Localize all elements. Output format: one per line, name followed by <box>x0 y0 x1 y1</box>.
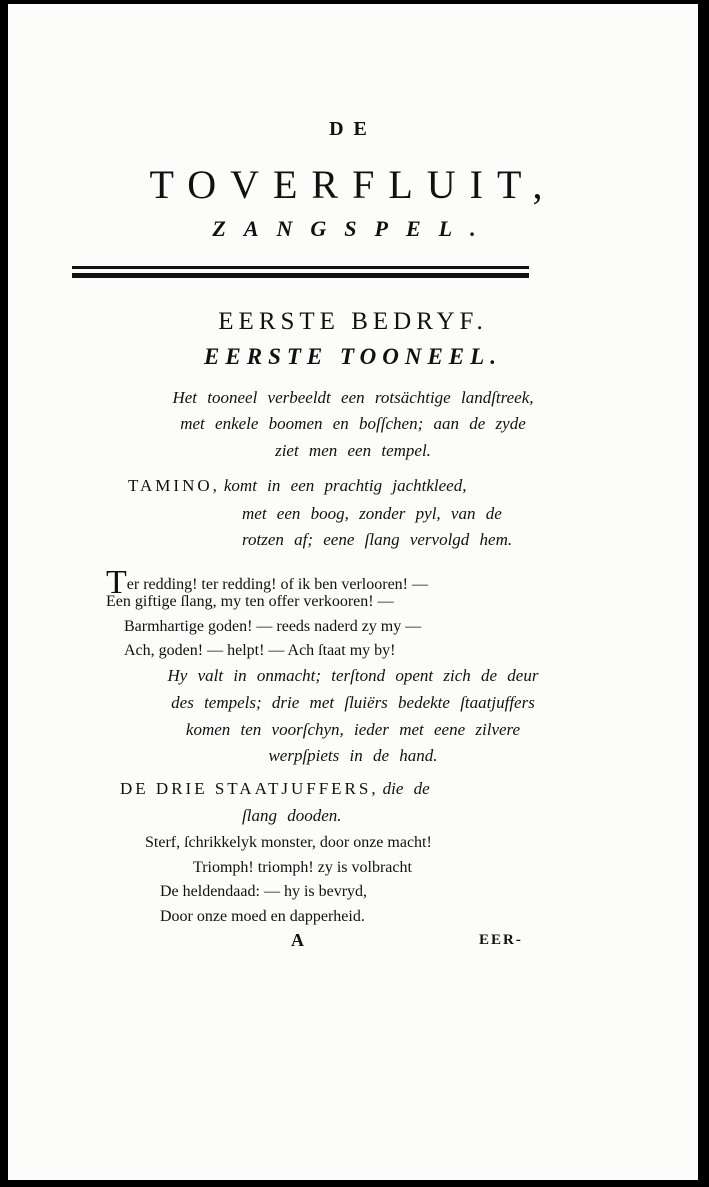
verse-line: Door onze moed en dapperheid. <box>160 908 365 925</box>
stage-direction-line: met een boog, zonder pyl, van de <box>242 504 502 523</box>
verse-line: Triomph! triomph! zy is volbracht <box>193 859 412 876</box>
character-name-tamino: TAMINO, <box>128 476 220 495</box>
title-article: DE <box>329 118 377 140</box>
book-page <box>8 4 698 1180</box>
stage-direction-line: ziet men een tempel. <box>275 441 431 460</box>
drop-cap: T <box>106 564 127 601</box>
scene-heading: EERSTE TOONEEL. <box>204 344 502 369</box>
page-title: TOVERFLUIT, <box>149 162 557 207</box>
verse-line: De heldendaad: — hy is bevryd, <box>160 883 368 900</box>
stage-direction-line: die de <box>382 779 430 798</box>
act-heading: EERSTE BEDRYF. <box>218 308 488 335</box>
signature-mark: A <box>291 930 304 950</box>
character-name-ladies: DE DRIE STAATJUFFERS, <box>120 779 379 798</box>
stage-direction-line: Hy valt in onmacht; terſtond opent zich de deur <box>167 666 539 685</box>
stage-direction-line: ſlang dooden. <box>242 806 342 825</box>
page-subtitle: ZANGSPEL. <box>212 216 494 241</box>
character-direction <box>128 476 466 496</box>
verse-line: Ach, goden! — helpt! — Ach ſtaat my by! <box>124 642 396 659</box>
verse-line: Barmhartige goden! — reeds naderd zy my — <box>124 618 422 635</box>
stage-direction-line: met enkele boomen en boſſchen; aan de zyde <box>180 414 526 433</box>
stage-direction-line: werpſpiets in de hand. <box>268 746 438 765</box>
catchword: EER- <box>479 932 523 948</box>
ornamental-rule <box>72 266 529 278</box>
character-direction <box>120 779 430 799</box>
stage-direction-line: des tempels; drie met ſluiërs bedekte ſtaatjuffers <box>171 693 535 712</box>
stage-direction-line: komen ten voorſchyn, ieder met eene zilvere <box>185 720 521 739</box>
verse-line: Een giftige ſlang, my ten offer verkooren! — <box>106 593 394 610</box>
stage-direction-line: komt in een prachtig jachtkleed, <box>223 476 467 495</box>
verse-line-text: er redding! ter redding! of ik ben verlooren! — <box>126 576 428 593</box>
verse-line: Sterf, ſchrikkelyk monster, door onze macht! <box>145 834 432 851</box>
stage-direction-line: rotzen af; eene ſlang vervolgd hem. <box>242 530 513 549</box>
stage-direction-line: Het tooneel verbeeldt een rotsächtige landſtreek, <box>172 388 534 407</box>
